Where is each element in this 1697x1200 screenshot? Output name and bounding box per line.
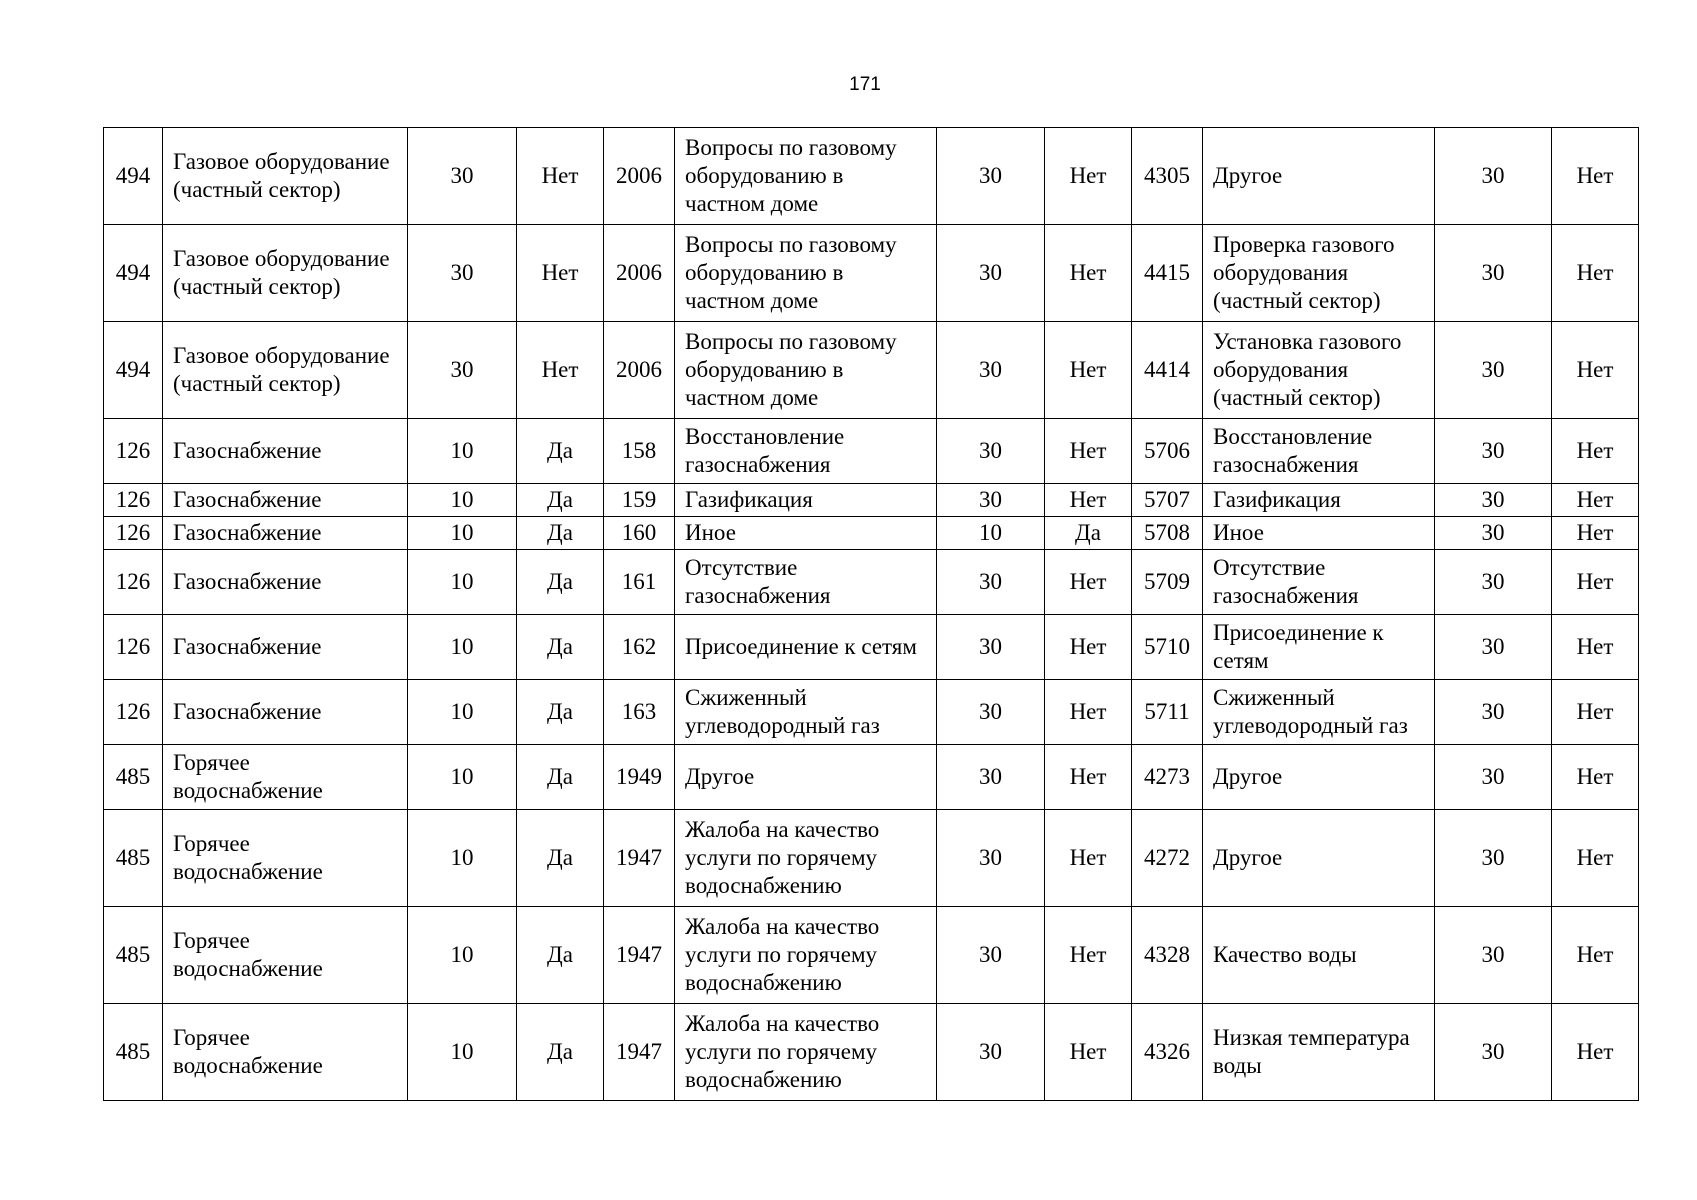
cell-topic-flag: Нет — [1045, 615, 1132, 680]
cell-group-flag: Нет — [517, 128, 604, 225]
cell-subtopic-term: 30 — [1435, 550, 1552, 615]
cell-group-flag: Да — [517, 615, 604, 680]
cell-group-flag: Да — [517, 810, 604, 907]
cell-topic-flag: Нет — [1045, 745, 1132, 810]
cell-topic-term: 30 — [937, 745, 1045, 810]
cell-topic-name: Вопросы по газовому оборудованию в частном доме — [675, 225, 937, 322]
cell-group-name: Газоснабжение — [163, 550, 408, 615]
cell-topic-flag: Нет — [1045, 1004, 1132, 1101]
cell-subtopic-flag: Нет — [1552, 745, 1639, 810]
cell-topic-code: 1947 — [604, 907, 675, 1004]
cell-topic-name: Жалоба на качество услуги по горячему водоснабжению — [675, 810, 937, 907]
table-row — [104, 680, 1639, 745]
cell-group-flag: Да — [517, 419, 604, 484]
cell-subtopic-code: 4414 — [1132, 322, 1203, 419]
cell-subtopic-term: 30 — [1435, 810, 1552, 907]
cell-group-code: 494 — [104, 322, 163, 419]
cell-topic-name: Жалоба на качество услуги по горячему водоснабжению — [675, 907, 937, 1004]
cell-group-flag: Да — [517, 550, 604, 615]
cell-subtopic-term: 30 — [1435, 225, 1552, 322]
cell-subtopic-name: Иное — [1203, 517, 1435, 550]
cell-subtopic-term: 30 — [1435, 615, 1552, 680]
cell-subtopic-name: Установка газового оборудования (частный сектор) — [1203, 322, 1435, 419]
cell-topic-code: 161 — [604, 550, 675, 615]
cell-subtopic-term: 30 — [1435, 419, 1552, 484]
table-row — [104, 322, 1639, 419]
cell-subtopic-name: Восстановление газоснабжения — [1203, 419, 1435, 484]
cell-topic-flag: Нет — [1045, 322, 1132, 419]
cell-subtopic-code: 5710 — [1132, 615, 1203, 680]
cell-group-code: 126 — [104, 517, 163, 550]
table-row — [104, 1004, 1639, 1101]
cell-subtopic-name: Сжиженный углеводородный газ — [1203, 680, 1435, 745]
cell-subtopic-flag: Нет — [1552, 615, 1639, 680]
cell-group-flag: Да — [517, 484, 604, 517]
cell-topic-name: Сжиженный углеводородный газ — [675, 680, 937, 745]
cell-subtopic-flag: Нет — [1552, 680, 1639, 745]
cell-group-term: 10 — [408, 517, 517, 550]
cell-subtopic-flag: Нет — [1552, 517, 1639, 550]
cell-topic-code: 2006 — [604, 128, 675, 225]
cell-subtopic-name: Низкая температура воды — [1203, 1004, 1435, 1101]
cell-subtopic-flag: Нет — [1552, 907, 1639, 1004]
cell-group-code: 485 — [104, 907, 163, 1004]
cell-subtopic-flag: Нет — [1552, 810, 1639, 907]
cell-group-code: 494 — [104, 128, 163, 225]
cell-topic-flag: Нет — [1045, 225, 1132, 322]
cell-group-flag: Нет — [517, 322, 604, 419]
cell-topic-code: 162 — [604, 615, 675, 680]
cell-topic-name: Иное — [675, 517, 937, 550]
cell-topic-flag: Нет — [1045, 128, 1132, 225]
cell-topic-code: 2006 — [604, 225, 675, 322]
cell-subtopic-code: 4326 — [1132, 1004, 1203, 1101]
cell-subtopic-name: Проверка газового оборудования (частный сектор) — [1203, 225, 1435, 322]
cell-group-name: Газоснабжение — [163, 419, 408, 484]
cell-group-code: 126 — [104, 680, 163, 745]
cell-group-flag: Да — [517, 745, 604, 810]
cell-group-flag: Да — [517, 1004, 604, 1101]
cell-topic-term: 30 — [937, 550, 1045, 615]
cell-group-term: 10 — [408, 810, 517, 907]
cell-topic-term: 30 — [937, 907, 1045, 1004]
cell-topic-term: 30 — [937, 128, 1045, 225]
table-row — [104, 517, 1639, 550]
cell-group-term: 10 — [408, 550, 517, 615]
cell-topic-code: 2006 — [604, 322, 675, 419]
cell-group-term: 10 — [408, 1004, 517, 1101]
cell-topic-term: 10 — [937, 517, 1045, 550]
table-row — [104, 907, 1639, 1004]
cell-topic-term: 30 — [937, 680, 1045, 745]
cell-subtopic-flag: Нет — [1552, 128, 1639, 225]
cell-subtopic-code: 4328 — [1132, 907, 1203, 1004]
cell-subtopic-flag: Нет — [1552, 322, 1639, 419]
cell-subtopic-flag: Нет — [1552, 419, 1639, 484]
cell-group-flag: Да — [517, 680, 604, 745]
table-row — [104, 484, 1639, 517]
cell-group-term: 10 — [408, 419, 517, 484]
cell-subtopic-code: 4415 — [1132, 225, 1203, 322]
cell-topic-code: 159 — [604, 484, 675, 517]
cell-group-code: 126 — [104, 550, 163, 615]
cell-group-name: Горячее водоснабжение — [163, 1004, 408, 1101]
cell-group-name: Газовое оборудование (частный сектор) — [163, 225, 408, 322]
cell-topic-name: Другое — [675, 745, 937, 810]
cell-group-flag: Да — [517, 517, 604, 550]
cell-group-name: Горячее водоснабжение — [163, 907, 408, 1004]
cell-topic-term: 30 — [937, 1004, 1045, 1101]
cell-subtopic-code: 5709 — [1132, 550, 1203, 615]
cell-group-term: 10 — [408, 907, 517, 1004]
cell-group-term: 10 — [408, 484, 517, 517]
table-row — [104, 615, 1639, 680]
cell-topic-term: 30 — [937, 615, 1045, 680]
cell-group-code: 494 — [104, 225, 163, 322]
cell-subtopic-name: Газификация — [1203, 484, 1435, 517]
cell-subtopic-flag: Нет — [1552, 550, 1639, 615]
page-number: 171 — [849, 74, 881, 95]
cell-subtopic-name: Другое — [1203, 810, 1435, 907]
cell-topic-code: 1947 — [604, 810, 675, 907]
cell-subtopic-name: Присоединение к сетям — [1203, 615, 1435, 680]
cell-topic-name: Присоединение к сетям — [675, 615, 937, 680]
table-body — [104, 128, 1639, 1101]
cell-subtopic-term: 30 — [1435, 517, 1552, 550]
table-row — [104, 128, 1639, 225]
cell-subtopic-code: 5708 — [1132, 517, 1203, 550]
cell-topic-term: 30 — [937, 322, 1045, 419]
cell-subtopic-name: Качество воды — [1203, 907, 1435, 1004]
cell-topic-term: 30 — [937, 225, 1045, 322]
cell-topic-term: 30 — [937, 810, 1045, 907]
cell-subtopic-name: Другое — [1203, 128, 1435, 225]
cell-topic-code: 160 — [604, 517, 675, 550]
cell-topic-code: 158 — [604, 419, 675, 484]
cell-group-name: Горячее водоснабжение — [163, 745, 408, 810]
cell-topic-name: Жалоба на качество услуги по горячему водоснабжению — [675, 1004, 937, 1101]
table-row — [104, 745, 1639, 810]
cell-group-name: Газоснабжение — [163, 680, 408, 745]
cell-topic-name: Вопросы по газовому оборудованию в частном доме — [675, 322, 937, 419]
table-row — [104, 225, 1639, 322]
cell-topic-flag: Нет — [1045, 484, 1132, 517]
cell-group-code: 126 — [104, 615, 163, 680]
cell-group-term: 10 — [408, 615, 517, 680]
cell-topic-flag: Нет — [1045, 680, 1132, 745]
cell-topic-code: 1949 — [604, 745, 675, 810]
cell-topic-flag: Нет — [1045, 810, 1132, 907]
cell-subtopic-term: 30 — [1435, 322, 1552, 419]
cell-group-code: 485 — [104, 745, 163, 810]
cell-subtopic-term: 30 — [1435, 128, 1552, 225]
cell-group-code: 126 — [104, 484, 163, 517]
cell-group-flag: Нет — [517, 225, 604, 322]
cell-group-flag: Да — [517, 907, 604, 1004]
cell-topic-flag: Нет — [1045, 550, 1132, 615]
cell-group-name: Газоснабжение — [163, 517, 408, 550]
cell-topic-code: 1947 — [604, 1004, 675, 1101]
cell-subtopic-flag: Нет — [1552, 484, 1639, 517]
cell-group-code: 485 — [104, 810, 163, 907]
table-row — [104, 550, 1639, 615]
cell-topic-name: Восстановление газоснабжения — [675, 419, 937, 484]
cell-subtopic-flag: Нет — [1552, 1004, 1639, 1101]
cell-subtopic-code: 4272 — [1132, 810, 1203, 907]
cell-topic-term: 30 — [937, 419, 1045, 484]
cell-group-name: Газоснабжение — [163, 615, 408, 680]
cell-subtopic-code: 4273 — [1132, 745, 1203, 810]
cell-subtopic-term: 30 — [1435, 1004, 1552, 1101]
cell-topic-name: Вопросы по газовому оборудованию в частном доме — [675, 128, 937, 225]
cell-topic-code: 163 — [604, 680, 675, 745]
cell-topic-name: Отсутствие газоснабжения — [675, 550, 937, 615]
cell-group-code: 126 — [104, 419, 163, 484]
cell-group-term: 10 — [408, 680, 517, 745]
cell-subtopic-term: 30 — [1435, 484, 1552, 517]
cell-subtopic-name: Другое — [1203, 745, 1435, 810]
table-row — [104, 810, 1639, 907]
cell-group-name: Газовое оборудование (частный сектор) — [163, 128, 408, 225]
cell-group-term: 30 — [408, 225, 517, 322]
cell-subtopic-code: 5707 — [1132, 484, 1203, 517]
cell-group-name: Газовое оборудование (частный сектор) — [163, 322, 408, 419]
cell-subtopic-term: 30 — [1435, 680, 1552, 745]
cell-subtopic-code: 5711 — [1132, 680, 1203, 745]
table-row — [104, 419, 1639, 484]
cell-subtopic-term: 30 — [1435, 907, 1552, 1004]
cell-topic-term: 30 — [937, 484, 1045, 517]
cell-topic-flag: Да — [1045, 517, 1132, 550]
cell-group-term: 30 — [408, 128, 517, 225]
cell-group-term: 10 — [408, 745, 517, 810]
cell-group-code: 485 — [104, 1004, 163, 1101]
cell-subtopic-code: 5706 — [1132, 419, 1203, 484]
cell-subtopic-code: 4305 — [1132, 128, 1203, 225]
cell-topic-flag: Нет — [1045, 419, 1132, 484]
cell-topic-flag: Нет — [1045, 907, 1132, 1004]
cell-subtopic-flag: Нет — [1552, 225, 1639, 322]
cell-group-term: 30 — [408, 322, 517, 419]
cell-group-name: Горячее водоснабжение — [163, 810, 408, 907]
data-table — [103, 127, 1639, 1101]
cell-topic-name: Газификация — [675, 484, 937, 517]
cell-group-name: Газоснабжение — [163, 484, 408, 517]
cell-subtopic-name: Отсутствие газоснабжения — [1203, 550, 1435, 615]
cell-subtopic-term: 30 — [1435, 745, 1552, 810]
